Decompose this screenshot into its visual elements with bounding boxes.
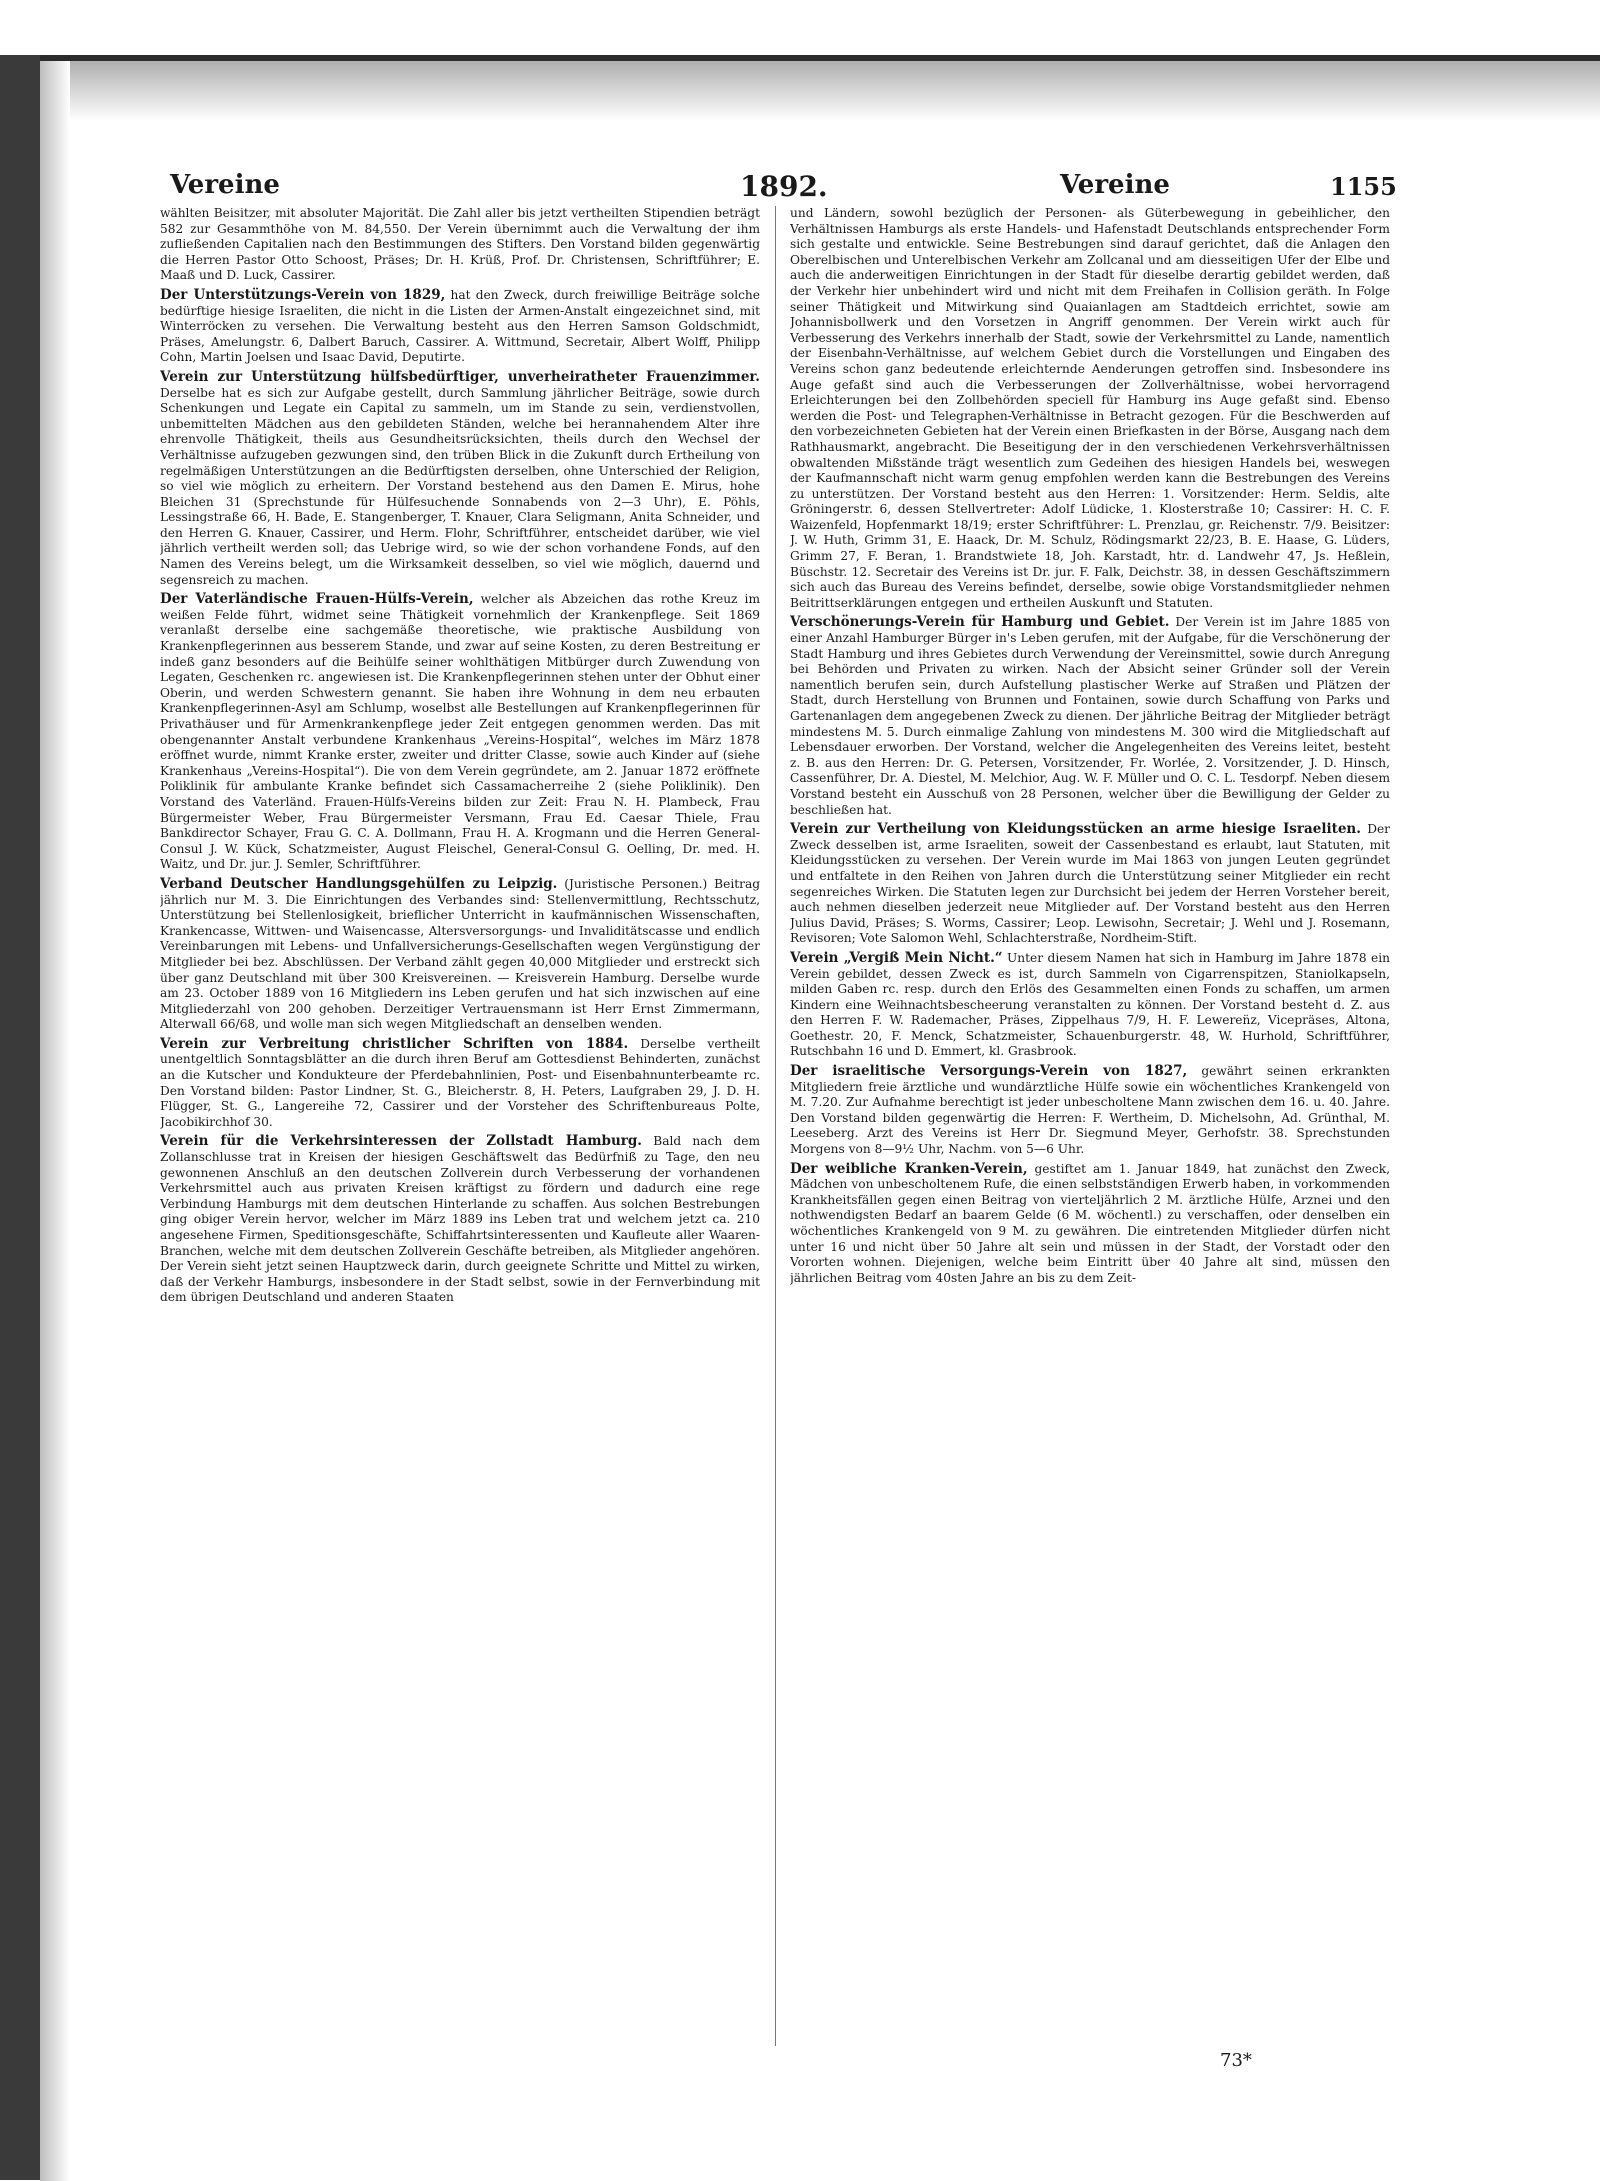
left-column (160, 206, 760, 2046)
paragraph (790, 951, 1390, 1060)
running-head-left-title: Vereine (170, 170, 280, 200)
paragraph-text: gewährt seinen erkrankten Mitgliedern freie ärztliche und wundärztliche Hülfe sowie ein wöchentliches Krankengeld von M. 7.20. Zur Aufnahme berechtigt ist jeder unbescholtene Mann zwischen dem 16. u. 40. Jahre. Den Vorstand bilden gegenwärtig die Herren: F. Wertheim, D. Michelsohn, Ad. Grünthal, M. Leeseberg. Arzt des Vereins ist Herr Dr. Siegmund Meyer, Gerhofstr. 38. Sprechstunden Morgens von 8—9½ Uhr, Nachm. von 5—6 Uhr. (790, 1064, 1390, 1157)
paragraph-heading: Der israelitische Versorgungs-Verein von 1827, (790, 1063, 1188, 1080)
paragraph-text: Derselbe vertheilt unentgeltlich Sonntagsblätter an die durch ihren Beruf am Gottesdienst Behinderten, zunächst an die Kutscher und Kondukteure der Pferdebahnlinien, Post- und Eisenbahnunterbeamte rc. Den Vorstand bilden: Pastor Lindner, St. G., Bleicherstr. 8, H. Peters, Laufgraben 29, J. D. H. Flügger, St. G., Langereihe 72, Cassirer und der Vorsteher des Schriftenbureaus Polte, Jacobikirchhof 30. (160, 1036, 760, 1129)
paragraph-text: hat den Zweck, durch freiwillige Beiträge solche bedürftige hiesige Israeliten, die nicht in die Listen der Armen-Anstalt eingezeichnet sind, mit Winterröcken zu versehen. Die Verwaltung besteht aus den Herren Samson Goldschmidt, Präses, Amelungstr. 6, Dalbert Baruch, Cassirer. A. Wittmund, Secretair, Albert Wolff, Philipp Cohn, Martin Joelsen und Isaac David, Deputirte. (160, 287, 760, 365)
paragraph-text: Der Zweck desselben ist, arme Israeliten, soweit der Cassenbestand es erlaubt, laut Statuten, mit Kleidungsstücken zu versehen. Der Verein wurde im Mai 1863 von jungen Leuten gegründet und entfaltete in den Reihen von Jahren durch die Unterstützung seiner Mitglieder ein recht segenreiches Wirken. Die Statuten legen zur Durchsicht bei jedem der Herren Vorsteher bereit, auch nehmen dieselben jederzeit neue Mitglieder auf. Der Vorstand besteht aus den Herren Julius David, Präses; S. Worms, Cassirer; Leop. Lewisohn, Secretair; J. Wehl und J. Rosemann, Revisoren; Vote Salomon Wehl, Schlachterstraße, Nordheim-Stift. (790, 822, 1390, 946)
paragraph-text: gestiftet am 1. Januar 1849, hat zunächst den Zweck, Mädchen von unbescholtenem Rufe, die einen selbstständigen Erwerb haben, in vorkommenden Krankheitsfällen gegen einen Beitrag von vierteljährlich 2 M. ärztliche Hülfe, Arznei und den nothwendigsten Bedarf an baarem Gelde (6 M. wöchentl.) zu verschaffen, oder denselben ein wöchentliches Krankengeld von 9 M. zu gewähren. Die eintretenden Mitglieder dürfen nicht unter 16 und nicht über 50 Jahre alt sein und müssen in der Stadt, der Vorstadt oder den Vororten wohnen. Diejenigen, welche beim Eintritt über 40 Jahre alt sind, müssen den jährlichen Beitrag vom 40sten Jahre an bis zu dem Zeit- (790, 1161, 1390, 1285)
paragraph-text: Derselbe hat es sich zur Aufgabe gestellt, durch Sammlung jährlicher Beiträge, sowie durch Schenkungen und Legate ein Capital zu sammeln, um im Stande zu sein, verdienstvollen, unbemittelten Mädchen aus den gebildeten Ständen, welche bei herannahendem Alter ihre ehrenvolle Thätigkeit, theils aus Gesundheitsrücksichten, theils durch den Wechsel der Verhältnisse aufzugeben gezwungen sind, den trüben Blick in die Zukunft durch Ertheilung von regelmäßigen Unterstützungen an die Bedürftigsten derselben, ohne Unterschied der Religion, so viel wie möglich zu erheitern. Der Vorstand bestehend aus den Damen E. Mirus, hohe Bleichen 31 (Sprechstunde für Hülfesuchende Sonnabends von 2—3 Uhr), E. Pöhls, Lessingstraße 66, H. Bade, E. Stangenberger, T. Knauer, Clara Seligmann, Anita Schneider, und den Herren G. Knauer, Cassirer, und Herm. Flohr, Schriftführer, entscheidet darüber, wie viel jährlich vertheilt werden soll; das Uebrige wird, so wie der schon vorhandene Fonds, auf den Namen des Vereins belegt, um die Wirksamkeit desselben, so viel wie möglich, dauernd und segensreich zu machen. (160, 385, 760, 587)
paragraph-heading: Der Vaterländische Frauen-Hülfs-Verein, (160, 591, 474, 608)
column-rule (775, 206, 776, 2046)
paragraph (160, 206, 760, 284)
paragraph (160, 877, 760, 1033)
scan-left-edge (0, 55, 40, 2180)
paragraph-text: (Juristische Personen.) Beitrag jährlich nur M. 3. Die Einrichtungen des Verbandes sind: Stellenvermittlung, Rechtsschutz, Unterstützung bei Stellenlosigkeit, brieflicher Unterricht in kaufmännischen Wissenschaften, Krankencasse, Wittwen- und Waisencasse, Altersversorgungs- und Invaliditätscasse und endlich Vereinbarungen mit Lebens- und Unfallversicherungs-Gesellschaften wegen Vergünstigung der Mitglieder bei bez. Abschlüssen. Der Verband zählt gegen 40,000 Mitglieder und erstreckt sich über ganz Deutschland mit über 300 Kreisvereinen. — Kreisverein Hamburg. Derselbe wurde am 23. October 1889 von 16 Mitgliedern ins Leben gerufen und hat sich inzwischen auf eine Mitgliederzahl von 200 gehoben. Derzeitiger Vertrauensmann ist Herr Ernst Zimmermann, Alterwall 66/68, und wolle man sich wegen Mitgliedschaft an denselben wenden. (160, 876, 760, 1032)
paragraph-heading: Verein für die Verkehrsinteressen der Zollstadt Hamburg. (160, 1133, 643, 1150)
running-head (130, 170, 1397, 210)
paragraph-heading: Der Unterstützungs-Verein von 1829, (160, 286, 446, 303)
paragraph (790, 206, 1390, 611)
paragraph-text: welcher als Abzeichen das rothe Kreuz im weißen Felde führt, widmet seine Thätigkeit vornehmlich der Krankenpflege. Seit 1869 veranlaßt derselbe eine sachgemäße theoretische, wie praktische Ausbildung von Krankenpflegerinnen aus besserem Stande, und zwar auf seine Kosten, zu deren Bestreitung er indeß ganz besonders auf die Beihülfe seiner wohlthätigen Mitbürger durch Zuwendung von Legaten, Geschenken rc. angewiesen ist. Die Krankenpflegerinnen stehen unter der Obhut einer Oberin, und werden Schwestern genannt. Sie haben ihre Wohnung in dem neu erbauten Krankenpflegerinnen-Asyl am Schlump, woselbst alle Bestellungen auf Krankenpflegerinnen für Privathäuser und für Armenkrankenpflege jeder Zeit entgegen genommen werden. Das mit obengenannter Anstalt verbundene Krankenhaus „Vereins-Hospital“, welches im März 1878 eröffnet wurde, nimmt Kranke erster, zweiter und dritter Classe, sowie auch Kinder auf (siehe Krankenhaus „Vereins-Hospital“). Die von dem Verein gegründete, am 2. Januar 1872 eröffnete Poliklinik für ambulante Kranke befindet sich Cassamacherreihe 2 (siehe Poliklinik). Den Vorstand des Vaterländ. Frauen-Hülfs-Vereins bilden zur Zeit: Frau N. H. Plambeck, Frau Bürgermeister Weber, Frau Bürgermeister Versmann, Frau Ed. Caesar Thiele, Frau Bankdirector Schayer, Frau G. C. A. Dollmann, Frau H. A. Krogmann und die Herren General-Consul J. W. Kück, Schatzmeister, August Fleischel, General-Consul G. Oelling, Dr. med. H. Waitz, und Dr. jur. J. Semler, Schriftführer. (160, 592, 760, 872)
paragraph (790, 1064, 1390, 1158)
paragraph-text: und Ländern, sowohl bezüglich der Personen- als Güterbewegung in gebeihlicher, den Verhältnissen Hamburgs als erste Handels- und Hafenstadt Deutschlands entsprechender Form sich gestalte und entwickle. Seine Bestrebungen sind darauf gerichtet, daß die Anlagen den Oberelbischen und Unterelbischen Verkehr am Zollcanal und am diesseitigen Ufer der Elbe und auch die anderweitigen Einrichtungen in der Stadt für dieselbe derartig gebildet werden, daß der Verkehr hier unbehindert wird und nicht mit dem Freihafen in Collision geräth. In Folge seiner Thätigkeit und Mitwirkung sind Quaianlagen am Stadtdeich errichtet, sowie am Johannisbollwerk und den Vorsetzen in Angriff genommen. Der Verein wirkt auch für Verbesserung des Verkehrs innerhalb der Stadt, sowie der Verkehrsmittel zu Lande, namentlich der Eisenbahn-Verhältnisse, auf welchem Gebiet durch die Vorstellungen und Eingaben des Vereins schon ganz bedeutende erleichternde Aenderungen getroffen sind. Insbesondere ins Auge gefaßt sind auch die Verbesserungen der Zollverhältnisse, wobei hervorragend Erleichterungen bei den Zollbehörden speciell für Hamburg ins Auge gefaßt sind. Ebenso werden die Post- und Telegraphen-Verhältnisse in Betracht gezogen. Für die Beschwerden auf den vorbezeichneten Gebieten hat der Verein einen Briefkasten in der Börse, Ausgang nach dem Rathhausmarkt, angebracht. Die Beseitigung der in den verschiedenen Verkehrsverhältnissen obwaltenden Mißstände trägt wesentlich zum Gedeihen des hiesigen Handels bei, weswegen der Kaufmannschaft nicht warm genug empfohlen werden kann die Bestrebungen des Vereins zu unterstützen. Der Vorstand besteht aus den Herren: 1. Vorsitzender: Herm. Seldis, alte Gröningerstr. 6, dessen Stellvertreter: Adolf Lüdicke, 1. Klosterstraße 10; Cassirer: H. C. F. Waizenfeld, Hopfenmarkt 18/19; erster Schriftführer: L. Prenzlau, gr. Reichenstr. 7/9. Beisitzer: J. W. Huth, Grimm 31, E. Haack, Dr. M. Schulz, Rödingsmarkt 22/23, B. E. Haase, G. Lüders, Grimm 27, F. Beran, 1. Brandstwiete 18, Joh. Karstadt, htr. d. Landwehr 47, Js. Heßlein, Büschstr. 12. Secretair des Vereins ist Dr. jur. F. Falk, Deichstr. 38, in dessen Geschäftszimmern sich auch das Bureau des Vereins befindet, derselbe, sowie obige Vorstandsmitglieder nehmen Beitrittserklärungen entgegen und ertheilen Auskunft und Statuten. (790, 206, 1390, 610)
book-page (130, 170, 1397, 2071)
page-number: 1155 (1330, 172, 1397, 201)
paragraph (160, 288, 760, 366)
paragraph (790, 822, 1390, 947)
running-head-year: 1892. (740, 170, 828, 203)
running-head-right-title: Vereine (1060, 170, 1170, 200)
paragraph (160, 592, 760, 873)
paragraph-heading: Verein „Vergiß Mein Nicht.“ (790, 949, 1003, 966)
signature-mark: 73* (1220, 2050, 1252, 2071)
scan-gutter-shadow (40, 61, 70, 2181)
paragraph-heading: Verein zur Verbreitung christlicher Schriften von 1884. (160, 1035, 629, 1052)
paragraph (160, 370, 760, 588)
paragraph (160, 1037, 760, 1131)
paragraph-text: Unter diesem Namen hat sich in Hamburg im Jahre 1878 ein Verein gebildet, dessen Zweck es ist, durch Sammeln von Cigarrenspitzen, Staniolkapseln, milden Gaben rc. resp. durch den Erlös des Gesammelten einen Fonds zu schaffen, um armen Kindern eine Weihnachtsbescheerung veranstalten zu können. Der Vorstand besteht d. Z. aus den Herren F. W. Rademacher, Präses, Zippelhaus 7/9, H. F. Leweren̈z, Vicepräses, Altona, Goethestr. 20, F. Menck, Schatzmeister, Schauenburgerstr. 48, W. Hurhold, Schriftführer, Rutschbahn 16 und D. Emmert, kl. Grasbrook. (790, 950, 1390, 1059)
paragraph-heading: Verein zur Unterstützung hülfsbedürftiger, unverheiratheter Frauenzimmer. (160, 368, 760, 385)
paragraph-text: Der Verein ist im Jahre 1885 von einer Anzahl Hamburger Bürger in's Leben gerufen, mit der Aufgabe, für die Verschönerung der Stadt Hamburg und ihres Gebietes durch Verwendung der Vereinsmittel, sowie durch Anregung bei Behörden und Privaten zu wirken. Nach der Absicht seiner Gründer soll der Verein namentlich berufen sein, durch Aufstellung plastischer Werke auf Straßen und Plätzen der Stadt, durch Herstellung von Brunnen und Fontainen, sowie durch Schaffung von Parks und Gartenanlagen dem angegebenen Zweck zu dienen. Der jährliche Beitrag der Mitglieder beträgt mindestens M. 5. Durch einmalige Zahlung von mindestens M. 300 wird die Mitgliedschaft auf Lebensdauer erworben. Der Vorstand, welcher die Angelegenheiten des Vereins leitet, besteht z. B. aus den Herren: Dr. G. Petersen, Vorsitzender, Fr. Worlée, 2. Vorsitzender, J. D. Hinsch, Cassenführer, Dr. A. Diestel, M. Melchior, Aug. W. F. Müller und O. C. L. Tesdorpf. Neben diesem Vorstand besteht ein Ausschuß von 28 Personen, welcher über die Bewilligung der Gelder zu beschließen hat. (790, 615, 1390, 817)
paragraph-heading: Verschönerungs-Verein für Hamburg und Gebiet. (790, 614, 1170, 631)
paragraph-text: wählten Beisitzer, mit absoluter Majorität. Die Zahl aller bis jetzt vertheilten Stipendien beträgt 582 zur Gesammthöhe von M. 84,550. Der Verein übernimmt auch die Verwaltung der ihm zufließenden Capitalien nach den Bestimmungen des Stifters. Den Vorstand bilden gegenwärtig die Herren Pastor Otto Schoost, Präses; Dr. H. Krüß, Prof. Dr. Christensen, Schriftführer; E. Maaß und D. Luck, Cassirer. (160, 206, 760, 283)
right-column (790, 206, 1390, 2046)
paragraph-heading: Verband Deutscher Handlungsgehülfen zu Leipzig. (160, 875, 558, 892)
paragraph (790, 1162, 1390, 1287)
paragraph (160, 1134, 760, 1306)
paragraph (790, 615, 1390, 818)
paragraph-heading: Verein zur Vertheilung von Kleidungsstücken an arme hiesige Israeliten. (790, 821, 1361, 838)
scan-top-shadow (0, 61, 1600, 121)
paragraph-heading: Der weibliche Kranken-Verein, (790, 1160, 1028, 1177)
paragraph-text: Bald nach dem Zollanschlusse trat in Kreisen der hiesigen Geschäftswelt das Bedürfniß zu Tage, den neu gewonnenen Anschluß an den deutschen Zollverein durch Verbesserung der vorhandenen Verkehrsmittel auch aus privaten Kreisen kräftigst zu fördern und dadurch eine rege Verbindung Hamburgs mit dem deutschen Hinterlande zu schaffen. Aus solchen Bestrebungen ging obiger Verein hervor, welcher im März 1889 ins Leben trat und welchem jetzt ca. 210 angesehene Firmen, Speditionsgeschäfte, Schiffahrtsinteressenten und Kaufleute aller Waaren-Branchen, welche mit dem deutschen Zollverein Geschäfte betreiben, als Mitglieder angehören. Der Verein sieht jetzt seinen Hauptzweck darin, durch geeignete Schritte und Mittel zu wirken, daß der Verkehr Hamburgs, insbesondere in der Stadt selbst, sowie in der Fernverbindung mit dem übrigen Deutschland und anderen Staaten (160, 1134, 760, 1305)
